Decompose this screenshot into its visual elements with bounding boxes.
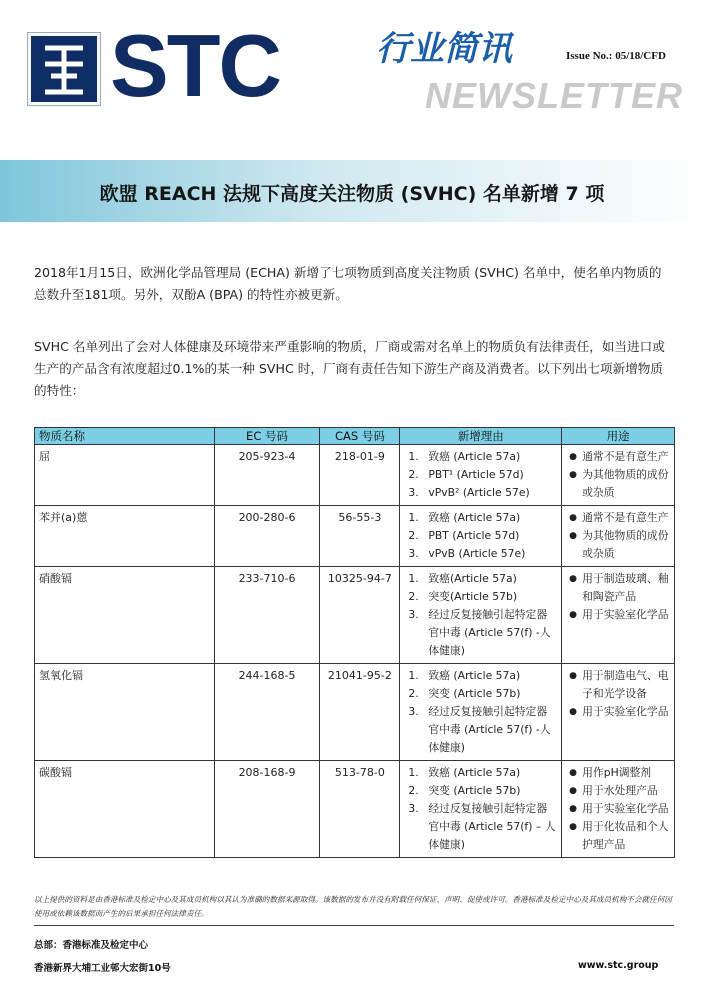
header-reason: 新增理由 [400, 428, 562, 445]
use-item: ● 用于实验室化学品 [566, 606, 670, 624]
cas-number: 218-01-9 [320, 445, 400, 506]
bullet-icon: ● [569, 513, 577, 523]
bullet-icon: ● [569, 768, 577, 778]
disclaimer: 以上提供的资料是由香港标准及检定中心及其成员机构以其认为准确的数据来源取得。该数据的发布并没有附载任何保证、声明、促使或许可。香港标准及检定中心及其成员机构不会就任何因使用或依赖该数据而产生的后果承担任何法律责任。 [34, 895, 672, 918]
bullet-icon: ● [569, 470, 577, 480]
cas-number: 10325-94-7 [320, 567, 400, 664]
reason-item: 1. 致癌(Article 57a) [408, 572, 517, 585]
use-item: ● 用于实验室化学品 [566, 800, 670, 818]
table-row [35, 664, 675, 761]
cas-number: 513-78-0 [320, 761, 400, 858]
cas-number: 56-55-3 [320, 506, 400, 567]
page-header [0, 0, 704, 170]
reason-list [400, 664, 562, 761]
reason-item: 3. vPvB (Article 57e) [408, 547, 526, 560]
header-cas: CAS 号码 [320, 428, 400, 445]
bullet-icon: ● [569, 610, 577, 620]
reason-list [400, 761, 562, 858]
reason-item: 3. 经过反复接触引起特定器官中毒 (Article 57(f) -人体健康) [408, 608, 551, 657]
use-item: ● 通常不是有意生产 [566, 509, 670, 527]
reason-item: 2. 突变(Article 57b) [408, 590, 518, 603]
use-list [562, 506, 675, 567]
website-link[interactable]: www.stc.group [578, 960, 659, 971]
reason-item: 2. PBT (Article 57d) [408, 529, 520, 542]
bullet-icon: ● [569, 822, 577, 832]
substance-name: 屈 [35, 445, 215, 506]
table-row [35, 506, 675, 567]
ec-number: 233-710-6 [214, 567, 320, 664]
use-item: ● 为其他物质的成份或杂质 [569, 468, 669, 499]
reason-list [400, 445, 562, 506]
table-row [35, 445, 675, 506]
use-item: ● 用于水处理产品 [566, 782, 670, 800]
bullet-icon: ● [569, 804, 577, 814]
substance-name: 硝酸镉 [35, 567, 215, 664]
stc-logo-mark [28, 33, 100, 105]
address: 香港新界大埔工业邨大宏街10号 [34, 963, 171, 974]
reason-item: 3. vPvB² (Article 57e) [408, 486, 530, 499]
reason-list [400, 506, 562, 567]
reason-item: 1. 致癌 (Article 57a) [408, 511, 521, 524]
footer-divider [34, 925, 674, 926]
use-item: ● 用于实验室化学品 [566, 703, 670, 721]
use-item: ● 为其他物质的成份或杂质 [569, 529, 669, 560]
newsletter-title-cn: 行业简讯 [376, 29, 512, 69]
bullet-icon: ● [569, 531, 577, 541]
substance-name: 苯并(a)蒽 [35, 506, 215, 567]
svhc-paragraph: SVHC 名单列出了会对人体健康及环境带来严重影响的物质，厂商或需对名单上的物质负有法律责任，如当进口或生产的产品含有浓度超过0.1%的某一种 SVHC 时，厂商有责任告知下游生产商及消费者。以下列出七项新增物质的特性： [34, 339, 665, 398]
reason-item: 1. 致癌 (Article 57a) [408, 669, 521, 682]
header-ec: EC 号码 [214, 428, 320, 445]
reason-item: 2. 突变 (Article 57b) [408, 687, 521, 700]
header-use: 用途 [562, 428, 675, 445]
use-list [562, 445, 675, 506]
use-item: ● 用于化妆品和个人护理产品 [569, 820, 669, 851]
table-header-row [35, 428, 675, 445]
ec-number: 205-923-4 [214, 445, 320, 506]
use-item: ● 用于制造电气、电子和光学设备 [569, 669, 669, 700]
reason-list [400, 567, 562, 664]
page-title: 欧盟 REACH 法规下高度关注物质 (SVHC) 名单新增 7 项 [99, 183, 605, 205]
header-name: 物质名称 [35, 428, 215, 445]
use-item: ● 用于制造玻璃、釉和陶瓷产品 [569, 572, 669, 603]
stc-logo-word: STC [110, 16, 280, 115]
newsletter-title-en: NEWSLETTER [425, 75, 683, 116]
hq-label: 总部：香港标准及检定中心 [34, 940, 149, 951]
bullet-icon: ● [569, 574, 577, 584]
bullet-icon: ● [569, 707, 577, 717]
bullet-icon: ● [569, 786, 577, 796]
table-row [35, 567, 675, 664]
issue-number: Issue No.: 05/18/CFD [566, 50, 666, 62]
table-row [35, 761, 675, 858]
use-list [562, 664, 675, 761]
bullet-icon: ● [569, 452, 577, 462]
ec-number: 208-168-9 [214, 761, 320, 858]
use-item: ● 用作pH调整剂 [566, 764, 670, 782]
ec-number: 244-168-5 [214, 664, 320, 761]
reason-item: 1. 致癌 (Article 57a) [408, 766, 521, 779]
reason-item: 3. 经过反复接触引起特定器官中毒 (Article 57(f) -人体健康) [408, 705, 551, 754]
use-list [562, 567, 675, 664]
reason-item: 2. 突变 (Article 57b) [408, 784, 521, 797]
bullet-icon: ● [569, 671, 577, 681]
reason-item: 3. 经过反复接触引起特定器官中毒 (Article 57(f) – 人体健康) [408, 802, 556, 851]
use-item: ● 通常不是有意生产 [566, 448, 670, 466]
intro-paragraph: 2018年1月15日，欧洲化学品管理局 (ECHA) 新增了七项物质到高度关注物质 (SVHC) 名单中，使名单内物质的总数升至181项。另外，双酚A (BPA) 的特性亦被更新。 [34, 265, 662, 302]
cas-number: 21041-95-2 [320, 664, 400, 761]
ec-number: 200-280-6 [214, 506, 320, 567]
stc-logo-icon [31, 36, 97, 102]
substance-name: 氢氧化镉 [35, 664, 215, 761]
substance-table [34, 427, 675, 858]
use-list [562, 761, 675, 858]
reason-item: 1. 致癌 (Article 57a) [408, 450, 521, 463]
reason-item: 2. PBT¹ (Article 57d) [408, 468, 524, 481]
substance-name: 碳酸镉 [35, 761, 215, 858]
